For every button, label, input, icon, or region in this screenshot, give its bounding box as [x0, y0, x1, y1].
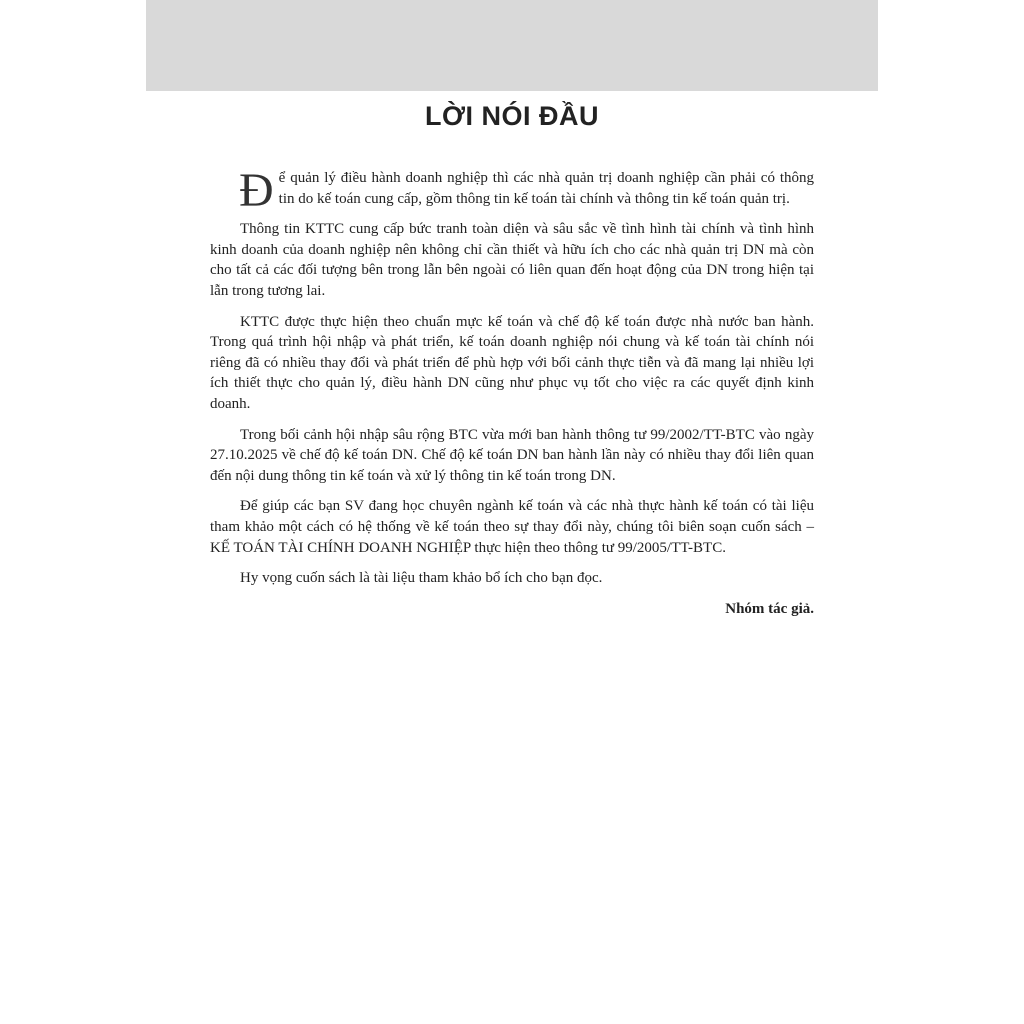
header-band: [146, 0, 878, 91]
drop-cap: Đ: [239, 164, 274, 217]
signature: Nhóm tác giả.: [725, 600, 814, 617]
paragraph-5: Để giúp các bạn SV đang học chuyên ngành kế toán và các nhà thực hành kế toán có tài liệu tham khảo một cách có hệ thống về kế toán theo sự thay đổi này, chúng tôi biên soạn cuốn sách – KẾ TOÁN TÀI CHÍNH DOANH NGHIỆP thực hiện theo thông tư 99/2005/TT-BTC.: [210, 498, 814, 556]
paragraph-1: [210, 164, 814, 217]
paragraph-3: KTTC được thực hiện theo chuẩn mực kế toán và chế độ kế toán được nhà nước ban hành. Trong quá trình hội nhập và phát triển, kế toán doanh nghiệp nói chung và kế toán tài chính nói riêng đã có nhiều thay đổi và phát triển để phù hợp với bối cảnh thực tiễn và đã mang lại nhiều lợi ích thiết thực cho quản lý, điều hành DN cũng như phục vụ tốt cho việc ra các quyết định kinh doanh.: [210, 313, 814, 412]
page-title: LỜI NÓI ĐẦU: [424, 101, 600, 131]
paragraph-6: Hy vọng cuốn sách là tài liệu tham khảo bổ ích cho bạn đọc.: [240, 570, 603, 587]
paragraph-4: Trong bối cảnh hội nhập sâu rộng BTC vừa mới ban hành thông tư 99/2002/TT-BTC vào ngày 27.10.2025 về chế độ kế toán DN. Chế độ kế toán DN ban hành lần này có nhiều thay đổi liên quan đến nội dung thông tin kế toán và xử lý thông tin kế toán trong DN.: [210, 426, 814, 484]
paragraph-1-text: ể quản lý điều hành doanh nghiệp thì các nhà quản trị doanh nghiệp cần phải có thông tin do kế toán cung cấp, gồm thông tin kế toán tài chính và thông tin kế toán quản trị.: [278, 170, 814, 207]
preface-body: [210, 164, 814, 629]
paragraph-2: Thông tin KTTC cung cấp bức tranh toàn diện và sâu sắc về tình hình tài chính và tình hình kinh doanh của doanh nghiệp nên không chỉ cần thiết và hữu ích cho các nhà quản trị DN mà còn cho tất cả các đối tượng bên trong lẫn bên ngoài có liên quan đến hoạt động của DN trong hiện tại lẫn trong tương lai.: [210, 221, 814, 299]
